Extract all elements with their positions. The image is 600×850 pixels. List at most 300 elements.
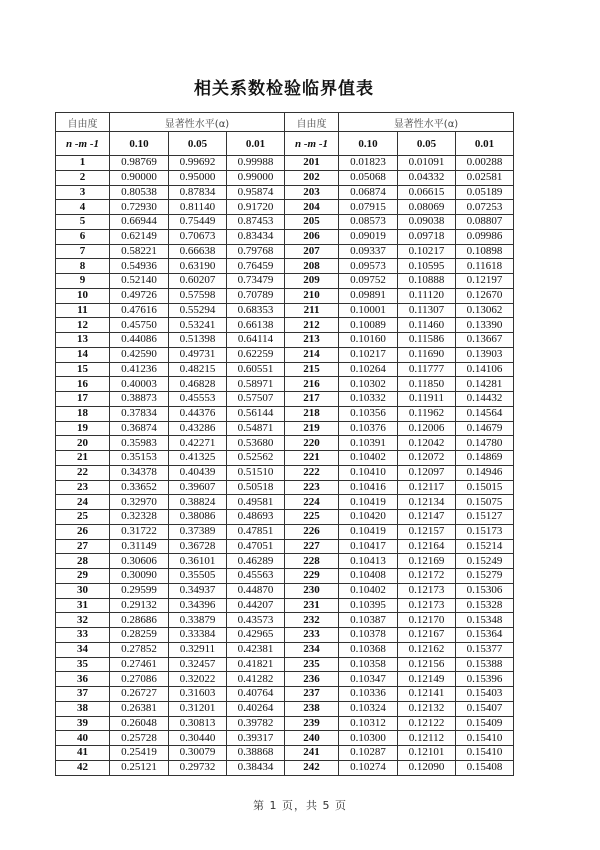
- significance-header: 显著性水平(α): [339, 113, 514, 132]
- value-cell-0-10: 0.47616: [110, 303, 169, 318]
- value-cell-0-01: 0.73479: [227, 274, 285, 289]
- dof-cell: 22: [56, 465, 110, 480]
- value-cell-0-05: 0.30813: [169, 716, 227, 731]
- table-row: [56, 524, 514, 539]
- value-cell-0-05: 0.11586: [398, 333, 456, 348]
- dof-cell: 2: [56, 170, 110, 185]
- dof-cell: 19: [56, 421, 110, 436]
- dof-cell: 29: [56, 569, 110, 584]
- value-cell-0-10: 0.35983: [110, 436, 169, 451]
- dof-cell: 233: [285, 628, 339, 643]
- value-cell-0-01: 0.07253: [456, 200, 514, 215]
- value-cell-0-10: 0.49726: [110, 288, 169, 303]
- value-cell-0-10: 0.10402: [339, 451, 398, 466]
- dof-cell: 33: [56, 628, 110, 643]
- value-cell-0-05: 0.53241: [169, 318, 227, 333]
- value-cell-0-10: 0.10312: [339, 716, 398, 731]
- value-cell-0-10: 0.98769: [110, 156, 169, 171]
- value-cell-0-05: 0.12042: [398, 436, 456, 451]
- dof-cell: 219: [285, 421, 339, 436]
- table-row: [56, 436, 514, 451]
- value-cell-0-05: 0.42271: [169, 436, 227, 451]
- level-header: 0.01: [456, 132, 514, 156]
- value-cell-0-05: 0.34396: [169, 598, 227, 613]
- value-cell-0-01: 0.15173: [456, 524, 514, 539]
- dof-cell: 3: [56, 185, 110, 200]
- value-cell-0-01: 0.41821: [227, 657, 285, 672]
- value-cell-0-01: 0.15306: [456, 583, 514, 598]
- table-row: [56, 185, 514, 200]
- dof-cell: 11: [56, 303, 110, 318]
- dof-cell: 241: [285, 746, 339, 761]
- value-cell-0-01: 0.49581: [227, 495, 285, 510]
- value-cell-0-10: 0.45750: [110, 318, 169, 333]
- value-cell-0-10: 0.31149: [110, 539, 169, 554]
- value-cell-0-01: 0.47051: [227, 539, 285, 554]
- value-cell-0-10: 0.10402: [339, 583, 398, 598]
- table-row: [56, 701, 514, 716]
- value-cell-0-10: 0.30090: [110, 569, 169, 584]
- value-cell-0-05: 0.12169: [398, 554, 456, 569]
- table-row: [56, 421, 514, 436]
- dof-cell: 31: [56, 598, 110, 613]
- table-row: [56, 687, 514, 702]
- dof-formula: n -m -1: [56, 132, 110, 156]
- value-cell-0-01: 0.15075: [456, 495, 514, 510]
- value-cell-0-01: 0.95874: [227, 185, 285, 200]
- table-row: [56, 480, 514, 495]
- dof-cell: 238: [285, 701, 339, 716]
- table-row: [56, 628, 514, 643]
- value-cell-0-05: 0.12097: [398, 465, 456, 480]
- table-row: [56, 642, 514, 657]
- value-cell-0-01: 0.45563: [227, 569, 285, 584]
- value-cell-0-05: 0.45553: [169, 392, 227, 407]
- value-cell-0-10: 0.10376: [339, 421, 398, 436]
- dof-cell: 16: [56, 377, 110, 392]
- level-header: 0.10: [339, 132, 398, 156]
- dof-cell: 28: [56, 554, 110, 569]
- dof-cell: 41: [56, 746, 110, 761]
- dof-cell: 240: [285, 731, 339, 746]
- value-cell-0-10: 0.10089: [339, 318, 398, 333]
- dof-cell: 12: [56, 318, 110, 333]
- dof-cell: 40: [56, 731, 110, 746]
- table-row: [56, 259, 514, 274]
- value-cell-0-10: 0.10264: [339, 362, 398, 377]
- dof-cell: 24: [56, 495, 110, 510]
- value-cell-0-05: 0.60207: [169, 274, 227, 289]
- dof-cell: 5: [56, 215, 110, 230]
- value-cell-0-10: 0.10408: [339, 569, 398, 584]
- value-cell-0-05: 0.06615: [398, 185, 456, 200]
- dof-cell: 223: [285, 480, 339, 495]
- table-row: [56, 451, 514, 466]
- value-cell-0-10: 0.90000: [110, 170, 169, 185]
- dof-cell: 235: [285, 657, 339, 672]
- value-cell-0-05: 0.30440: [169, 731, 227, 746]
- dof-cell: 18: [56, 406, 110, 421]
- dof-cell: 30: [56, 583, 110, 598]
- value-cell-0-01: 0.14869: [456, 451, 514, 466]
- value-cell-0-05: 0.44376: [169, 406, 227, 421]
- value-cell-0-10: 0.07915: [339, 200, 398, 215]
- value-cell-0-10: 0.25728: [110, 731, 169, 746]
- value-cell-0-01: 0.13667: [456, 333, 514, 348]
- value-cell-0-01: 0.15403: [456, 687, 514, 702]
- page-footer: 第 1 页，共 5 页: [253, 799, 347, 812]
- value-cell-0-10: 0.66944: [110, 215, 169, 230]
- value-cell-0-01: 0.05189: [456, 185, 514, 200]
- value-cell-0-05: 0.12117: [398, 480, 456, 495]
- table-row: [56, 362, 514, 377]
- value-cell-0-05: 0.12122: [398, 716, 456, 731]
- value-cell-0-10: 0.31722: [110, 524, 169, 539]
- value-cell-0-10: 0.09573: [339, 259, 398, 274]
- value-cell-0-10: 0.28686: [110, 613, 169, 628]
- dof-cell: 17: [56, 392, 110, 407]
- value-cell-0-10: 0.32328: [110, 510, 169, 525]
- value-cell-0-10: 0.44086: [110, 333, 169, 348]
- value-cell-0-05: 0.12090: [398, 760, 456, 775]
- value-cell-0-05: 0.38086: [169, 510, 227, 525]
- value-cell-0-05: 0.49731: [169, 347, 227, 362]
- value-cell-0-10: 0.10419: [339, 524, 398, 539]
- value-cell-0-05: 0.12134: [398, 495, 456, 510]
- value-cell-0-10: 0.10419: [339, 495, 398, 510]
- dof-cell: 13: [56, 333, 110, 348]
- value-cell-0-05: 0.11460: [398, 318, 456, 333]
- dof-cell: 213: [285, 333, 339, 348]
- value-cell-0-01: 0.39317: [227, 731, 285, 746]
- table-row: [56, 288, 514, 303]
- value-cell-0-10: 0.28259: [110, 628, 169, 643]
- value-cell-0-10: 0.10356: [339, 406, 398, 421]
- table-row: [56, 200, 514, 215]
- value-cell-0-01: 0.15396: [456, 672, 514, 687]
- value-cell-0-05: 0.46828: [169, 377, 227, 392]
- value-cell-0-05: 0.12162: [398, 642, 456, 657]
- value-cell-0-05: 0.08069: [398, 200, 456, 215]
- value-cell-0-01: 0.87453: [227, 215, 285, 230]
- table-row: [56, 465, 514, 480]
- value-cell-0-01: 0.70789: [227, 288, 285, 303]
- value-cell-0-01: 0.79768: [227, 244, 285, 259]
- value-cell-0-05: 0.99692: [169, 156, 227, 171]
- value-cell-0-10: 0.30606: [110, 554, 169, 569]
- dof-cell: 225: [285, 510, 339, 525]
- value-cell-0-05: 0.12157: [398, 524, 456, 539]
- table-row: [56, 495, 514, 510]
- dof-cell: 209: [285, 274, 339, 289]
- value-cell-0-10: 0.26381: [110, 701, 169, 716]
- dof-cell: 230: [285, 583, 339, 598]
- table-row: [56, 170, 514, 185]
- value-cell-0-05: 0.11690: [398, 347, 456, 362]
- value-cell-0-10: 0.10347: [339, 672, 398, 687]
- value-cell-0-10: 0.10302: [339, 377, 398, 392]
- dof-cell: 221: [285, 451, 339, 466]
- value-cell-0-05: 0.95000: [169, 170, 227, 185]
- value-cell-0-05: 0.12164: [398, 539, 456, 554]
- dof-cell: 26: [56, 524, 110, 539]
- value-cell-0-01: 0.44207: [227, 598, 285, 613]
- dof-cell: 232: [285, 613, 339, 628]
- table-row: [56, 274, 514, 289]
- value-cell-0-05: 0.31603: [169, 687, 227, 702]
- value-cell-0-01: 0.15328: [456, 598, 514, 613]
- value-cell-0-10: 0.10395: [339, 598, 398, 613]
- dof-cell: 226: [285, 524, 339, 539]
- dof-cell: 8: [56, 259, 110, 274]
- value-cell-0-05: 0.63190: [169, 259, 227, 274]
- dof-cell: 218: [285, 406, 339, 421]
- value-cell-0-05: 0.12172: [398, 569, 456, 584]
- value-cell-0-05: 0.30079: [169, 746, 227, 761]
- dof-cell: 212: [285, 318, 339, 333]
- value-cell-0-01: 0.10898: [456, 244, 514, 259]
- dof-cell: 9: [56, 274, 110, 289]
- value-cell-0-01: 0.68353: [227, 303, 285, 318]
- dof-cell: 204: [285, 200, 339, 215]
- value-cell-0-01: 0.38434: [227, 760, 285, 775]
- dof-cell: 208: [285, 259, 339, 274]
- level-header: 0.01: [227, 132, 285, 156]
- value-cell-0-05: 0.12149: [398, 672, 456, 687]
- value-cell-0-05: 0.11307: [398, 303, 456, 318]
- value-cell-0-05: 0.37389: [169, 524, 227, 539]
- value-cell-0-10: 0.01823: [339, 156, 398, 171]
- value-cell-0-05: 0.09718: [398, 229, 456, 244]
- significance-header: 显著性水平(α): [110, 113, 285, 132]
- value-cell-0-05: 0.12170: [398, 613, 456, 628]
- value-cell-0-01: 0.40764: [227, 687, 285, 702]
- value-cell-0-10: 0.10332: [339, 392, 398, 407]
- value-cell-0-10: 0.06874: [339, 185, 398, 200]
- value-cell-0-10: 0.10217: [339, 347, 398, 362]
- value-cell-0-01: 0.38868: [227, 746, 285, 761]
- value-cell-0-05: 0.12072: [398, 451, 456, 466]
- value-cell-0-10: 0.09019: [339, 229, 398, 244]
- table-row: [56, 613, 514, 628]
- value-cell-0-01: 0.46289: [227, 554, 285, 569]
- value-cell-0-10: 0.10417: [339, 539, 398, 554]
- value-cell-0-10: 0.10378: [339, 628, 398, 643]
- value-cell-0-01: 0.12197: [456, 274, 514, 289]
- value-cell-0-10: 0.26048: [110, 716, 169, 731]
- value-cell-0-01: 0.13390: [456, 318, 514, 333]
- value-cell-0-01: 0.12670: [456, 288, 514, 303]
- value-cell-0-05: 0.11911: [398, 392, 456, 407]
- dof-cell: 217: [285, 392, 339, 407]
- value-cell-0-01: 0.99988: [227, 156, 285, 171]
- value-cell-0-05: 0.12173: [398, 598, 456, 613]
- value-cell-0-01: 0.54871: [227, 421, 285, 436]
- dof-cell: 237: [285, 687, 339, 702]
- value-cell-0-05: 0.12101: [398, 746, 456, 761]
- level-header: 0.10: [110, 132, 169, 156]
- dof-cell: 224: [285, 495, 339, 510]
- value-cell-0-10: 0.25419: [110, 746, 169, 761]
- value-cell-0-05: 0.39607: [169, 480, 227, 495]
- value-cell-0-01: 0.14780: [456, 436, 514, 451]
- value-cell-0-05: 0.81140: [169, 200, 227, 215]
- dof-cell: 37: [56, 687, 110, 702]
- value-cell-0-10: 0.38873: [110, 392, 169, 407]
- value-cell-0-05: 0.75449: [169, 215, 227, 230]
- value-cell-0-01: 0.15348: [456, 613, 514, 628]
- value-cell-0-10: 0.27852: [110, 642, 169, 657]
- value-cell-0-10: 0.41236: [110, 362, 169, 377]
- value-cell-0-01: 0.44870: [227, 583, 285, 598]
- dof-cell: 38: [56, 701, 110, 716]
- dof-cell: 39: [56, 716, 110, 731]
- table-row: [56, 229, 514, 244]
- value-cell-0-10: 0.36874: [110, 421, 169, 436]
- value-cell-0-05: 0.36101: [169, 554, 227, 569]
- value-cell-0-10: 0.10001: [339, 303, 398, 318]
- value-cell-0-10: 0.27461: [110, 657, 169, 672]
- dof-cell: 206: [285, 229, 339, 244]
- value-cell-0-01: 0.76459: [227, 259, 285, 274]
- table-row: [56, 215, 514, 230]
- value-cell-0-10: 0.10391: [339, 436, 398, 451]
- value-cell-0-01: 0.14564: [456, 406, 514, 421]
- value-cell-0-10: 0.10287: [339, 746, 398, 761]
- value-cell-0-10: 0.42590: [110, 347, 169, 362]
- dof-cell: 227: [285, 539, 339, 554]
- value-cell-0-05: 0.32022: [169, 672, 227, 687]
- value-cell-0-01: 0.14106: [456, 362, 514, 377]
- value-cell-0-01: 0.14432: [456, 392, 514, 407]
- value-cell-0-01: 0.99000: [227, 170, 285, 185]
- dof-cell: 35: [56, 657, 110, 672]
- value-cell-0-05: 0.12147: [398, 510, 456, 525]
- value-cell-0-10: 0.10413: [339, 554, 398, 569]
- value-cell-0-10: 0.33652: [110, 480, 169, 495]
- value-cell-0-10: 0.10368: [339, 642, 398, 657]
- value-cell-0-01: 0.39782: [227, 716, 285, 731]
- header-row: [56, 113, 514, 132]
- value-cell-0-01: 0.60551: [227, 362, 285, 377]
- value-cell-0-01: 0.57507: [227, 392, 285, 407]
- value-cell-0-01: 0.51510: [227, 465, 285, 480]
- table-row: [56, 539, 514, 554]
- value-cell-0-01: 0.47851: [227, 524, 285, 539]
- value-cell-0-05: 0.31201: [169, 701, 227, 716]
- value-cell-0-05: 0.11962: [398, 406, 456, 421]
- value-cell-0-01: 0.41282: [227, 672, 285, 687]
- value-cell-0-01: 0.62259: [227, 347, 285, 362]
- table-row: [56, 156, 514, 171]
- dof-cell: 23: [56, 480, 110, 495]
- value-cell-0-05: 0.10888: [398, 274, 456, 289]
- value-cell-0-01: 0.52562: [227, 451, 285, 466]
- value-cell-0-01: 0.14281: [456, 377, 514, 392]
- value-cell-0-10: 0.52140: [110, 274, 169, 289]
- dof-cell: 10: [56, 288, 110, 303]
- value-cell-0-01: 0.15214: [456, 539, 514, 554]
- value-cell-0-05: 0.51398: [169, 333, 227, 348]
- value-cell-0-01: 0.09986: [456, 229, 514, 244]
- value-cell-0-10: 0.05068: [339, 170, 398, 185]
- dof-cell: 210: [285, 288, 339, 303]
- dof-cell: 205: [285, 215, 339, 230]
- value-cell-0-01: 0.91720: [227, 200, 285, 215]
- value-cell-0-05: 0.32911: [169, 642, 227, 657]
- dof-cell: 6: [56, 229, 110, 244]
- value-cell-0-10: 0.80538: [110, 185, 169, 200]
- value-cell-0-01: 0.15015: [456, 480, 514, 495]
- value-cell-0-10: 0.10387: [339, 613, 398, 628]
- value-cell-0-01: 0.15407: [456, 701, 514, 716]
- value-cell-0-01: 0.58971: [227, 377, 285, 392]
- value-cell-0-05: 0.10595: [398, 259, 456, 274]
- value-cell-0-01: 0.14679: [456, 421, 514, 436]
- value-cell-0-01: 0.56144: [227, 406, 285, 421]
- value-cell-0-01: 0.15364: [456, 628, 514, 643]
- dof-cell: 4: [56, 200, 110, 215]
- value-cell-0-01: 0.14946: [456, 465, 514, 480]
- value-cell-0-05: 0.87834: [169, 185, 227, 200]
- dof-cell: 236: [285, 672, 339, 687]
- dof-cell: 242: [285, 760, 339, 775]
- value-cell-0-05: 0.48215: [169, 362, 227, 377]
- dof-formula: n -m -1: [285, 132, 339, 156]
- value-cell-0-10: 0.37834: [110, 406, 169, 421]
- table-row: [56, 510, 514, 525]
- dof-cell: 220: [285, 436, 339, 451]
- value-cell-0-10: 0.10410: [339, 465, 398, 480]
- value-cell-0-05: 0.29732: [169, 760, 227, 775]
- value-cell-0-10: 0.54936: [110, 259, 169, 274]
- dof-cell: 228: [285, 554, 339, 569]
- value-cell-0-05: 0.35505: [169, 569, 227, 584]
- critical-value-table: [55, 112, 514, 776]
- dof-cell: 1: [56, 156, 110, 171]
- value-cell-0-10: 0.35153: [110, 451, 169, 466]
- value-cell-0-01: 0.40264: [227, 701, 285, 716]
- value-cell-0-05: 0.12141: [398, 687, 456, 702]
- value-cell-0-01: 0.15388: [456, 657, 514, 672]
- value-cell-0-10: 0.10160: [339, 333, 398, 348]
- value-cell-0-05: 0.12112: [398, 731, 456, 746]
- value-cell-0-01: 0.13062: [456, 303, 514, 318]
- table-row: [56, 746, 514, 761]
- value-cell-0-05: 0.10217: [398, 244, 456, 259]
- value-cell-0-01: 0.15408: [456, 760, 514, 775]
- value-cell-0-10: 0.10336: [339, 687, 398, 702]
- value-cell-0-01: 0.42381: [227, 642, 285, 657]
- value-cell-0-01: 0.15409: [456, 716, 514, 731]
- value-cell-0-05: 0.57598: [169, 288, 227, 303]
- value-cell-0-10: 0.10358: [339, 657, 398, 672]
- dof-cell: 222: [285, 465, 339, 480]
- value-cell-0-05: 0.12173: [398, 583, 456, 598]
- value-cell-0-10: 0.25121: [110, 760, 169, 775]
- table-row: [56, 244, 514, 259]
- value-cell-0-05: 0.12006: [398, 421, 456, 436]
- table-row: [56, 569, 514, 584]
- page-title: 相关系数检验临界值表: [194, 79, 374, 99]
- value-cell-0-05: 0.01091: [398, 156, 456, 171]
- table-row: [56, 554, 514, 569]
- dof-cell: 207: [285, 244, 339, 259]
- dof-cell: 215: [285, 362, 339, 377]
- dof-cell: 234: [285, 642, 339, 657]
- dof-cell: 203: [285, 185, 339, 200]
- value-cell-0-10: 0.26727: [110, 687, 169, 702]
